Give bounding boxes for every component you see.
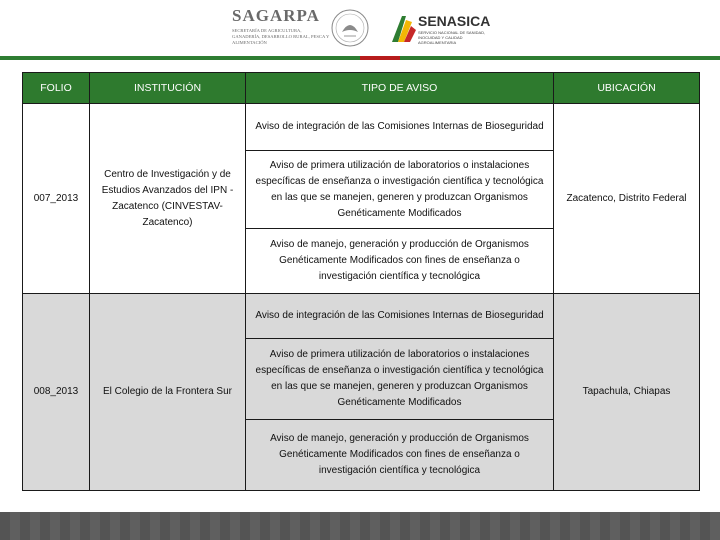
header-tipo-aviso: TIPO DE AVISO <box>245 72 554 104</box>
row-2-ubicacion: Tapachula, Chiapas <box>553 293 700 491</box>
senasica-title: SENASICA <box>418 13 491 29</box>
row-1-institucion: Centro de Investigación y de Estudios Avanzados del IPN - Zacatenco (CINVESTAV-Zacatenco) <box>89 103 246 294</box>
footer-pattern <box>0 512 720 540</box>
row-2-folio: 008_2013 <box>22 293 90 491</box>
header-folio: FOLIO <box>22 72 90 104</box>
row-2-aviso-1: Aviso de integración de las Comisiones Internas de Bioseguridad <box>245 293 554 339</box>
row-2-institucion: El Colegio de la Frontera Sur <box>89 293 246 491</box>
row-2-aviso-2: Aviso de primera utilización de laboratorios o instalaciones específicas de enseñanza o investigación científica y tecnológica en las que se manejen, generen y produzcan Organismos Genéticamente Modificados <box>245 338 554 420</box>
senasica-subtitle: SERVICIO NACIONAL DE SANIDAD, INOCUIDAD Y CALIDAD AGROALIMENTARIA <box>418 30 486 45</box>
sagarpa-title: SAGARPA <box>232 6 320 25</box>
row-1-aviso-3: Aviso de manejo, generación y producción de Organismos Genéticamente Modificados con fines de enseñanza o investigación científica y tecnológica <box>245 228 554 294</box>
row-1-folio: 007_2013 <box>22 103 90 294</box>
row-1-aviso-1: Aviso de integración de las Comisiones Internas de Bioseguridad <box>245 103 554 151</box>
row-1-ubicacion: Zacatenco, Distrito Federal <box>553 103 700 294</box>
row-2-aviso-3: Aviso de manejo, generación y producción de Organismos Genéticamente Modificados con fines de enseñanza o investigación científica y tecnológica <box>245 419 554 491</box>
header-institucion: INSTITUCIÓN <box>89 72 246 104</box>
sagarpa-subtitle: SECRETARÍA DE AGRICULTURA, GANADERÍA, DESARROLLO RURAL, PESCA Y ALIMENTACIÓN <box>232 28 330 45</box>
row-1-aviso-2: Aviso de primera utilización de laboratorios o instalaciones específicas de enseñanza o investigación científica y tecnológica en las que se manejen, generen y produzcan Organismos Genéticamente Modificados <box>245 150 554 229</box>
footer-band <box>0 512 720 540</box>
header-ubicacion: UBICACIÓN <box>553 72 700 104</box>
